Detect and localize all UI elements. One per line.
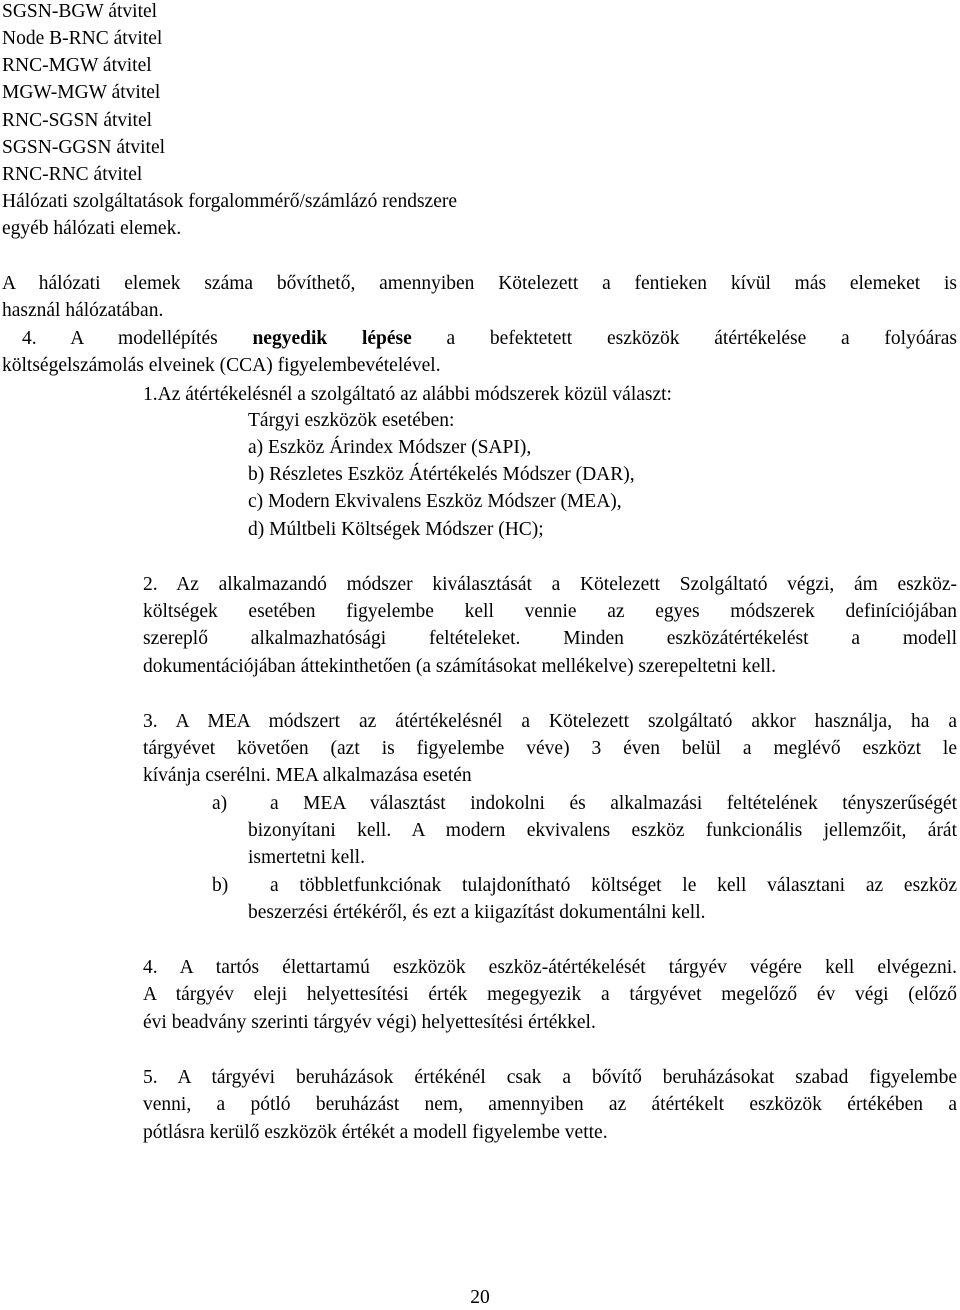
list-item: Hálózati szolgáltatások forgalommérő/számlázó rendszere: [2, 191, 457, 212]
paragraph-line: A hálózati elemek száma bővíthető, amennyiben Kötelezett a fentieken kívül más elemeket is: [2, 273, 957, 294]
list-item: egyéb hálózati elemek.: [2, 218, 182, 239]
step-text-post: a befektetett eszközök átértékelése a folyóáras: [446, 328, 957, 349]
paragraph-line: költségelszámolás elveinek (CCA) figyelembevételével.: [2, 355, 441, 376]
paragraph-line: kívánja cserélni. MEA alkalmazása esetén: [143, 765, 472, 786]
point-heading: 1.Az átértékelésnél a szolgáltató az alábbi módszerek közül választ:: [143, 384, 672, 405]
list-item: Node B-RNC átvitel: [2, 28, 163, 49]
sub-item-label: a): [212, 793, 228, 814]
point-subheading: Tárgyi eszközök esetében:: [248, 410, 455, 431]
step-text-pre: A modellépítés: [70, 328, 218, 349]
page-number: 20: [470, 1287, 490, 1308]
step-number: 4.: [22, 328, 37, 349]
list-item: RNC-RNC átvitel: [2, 164, 143, 185]
paragraph-line: szereplő alkalmazhatósági feltételeket. Minden eszközátértékelést a modell: [143, 628, 957, 649]
sub-item-line: beszerzési értékéről, és ezt a kiigazítást dokumentálni kell.: [248, 902, 706, 923]
paragraph-line: évi beadvány szerinti tárgyév végi) helyettesítési értékkel.: [143, 1012, 596, 1033]
list-item: SGSN-BGW átvitel: [2, 1, 158, 22]
step-text-bold: negyedik lépése: [252, 328, 412, 349]
paragraph-line: A tárgyév eleji helyettesítési érték megegyezik a tárgyévet megelőző év végi (előző: [143, 984, 957, 1005]
list-item: RNC-MGW átvitel: [2, 55, 152, 76]
sub-item-line: a többletfunkciónak tulajdonítható költséget le kell választani az eszköz: [270, 875, 957, 896]
sub-item-line: ismertetni kell.: [248, 847, 365, 868]
sub-item-label: b): [212, 875, 229, 896]
paragraph-line: költségek esetében figyelembe kell vennie az egyes módszerek definíciójában: [143, 601, 957, 622]
list-item: SGSN-GGSN átvitel: [2, 137, 166, 158]
paragraph-line: 2. Az alkalmazandó módszer kiválasztását a Kötelezett Szolgáltató végzi, ám eszköz-: [143, 574, 957, 595]
paragraph-line: venni, a pótló beruházást nem, amennyiben az átértékelt eszközök értékében a: [143, 1094, 957, 1115]
paragraph-line: használ hálózatában.: [2, 300, 164, 321]
method-item: a) Eszköz Árindex Módszer (SAPI),: [248, 437, 532, 458]
method-item: d) Múltbeli Költségek Módszer (HC);: [248, 519, 544, 540]
paragraph-line: [2, 327, 957, 351]
paragraph-line: pótlásra kerülő eszközök értékét a modell figyelembe vette.: [143, 1122, 608, 1143]
paragraph-line: tárgyévet követően (azt is figyelembe véve) 3 éven belül a meglévő eszközt le: [143, 738, 957, 759]
method-item: b) Részletes Eszköz Átértékelés Módszer (DAR),: [248, 464, 635, 485]
sub-item-line: bizonyítani kell. A modern ekvivalens eszköz funkcionális jellemzőit, árát: [248, 820, 957, 841]
paragraph-line: 3. A MEA módszert az átértékelésnél a Kötelezett szolgáltató akkor használja, ha a: [143, 711, 957, 732]
list-item: MGW-MGW átvitel: [2, 82, 161, 103]
paragraph-line: dokumentációjában áttekinthetően (a számításokat mellékelve) szerepeltetni kell.: [143, 656, 776, 677]
paragraph-line: 5. A tárgyévi beruházások értékénél csak a bővítő beruházásokat szabad figyelembe: [143, 1067, 957, 1088]
paragraph-line: 4. A tartós élettartamú eszközök eszköz-átértékelését tárgyév végére kell elvégezni.: [143, 957, 957, 978]
method-item: c) Modern Ekvivalens Eszköz Módszer (MEA),: [248, 491, 622, 512]
list-item: RNC-SGSN átvitel: [2, 110, 153, 131]
sub-item-line: a MEA választást indokolni és alkalmazási feltételének tényszerűségét: [270, 793, 957, 814]
